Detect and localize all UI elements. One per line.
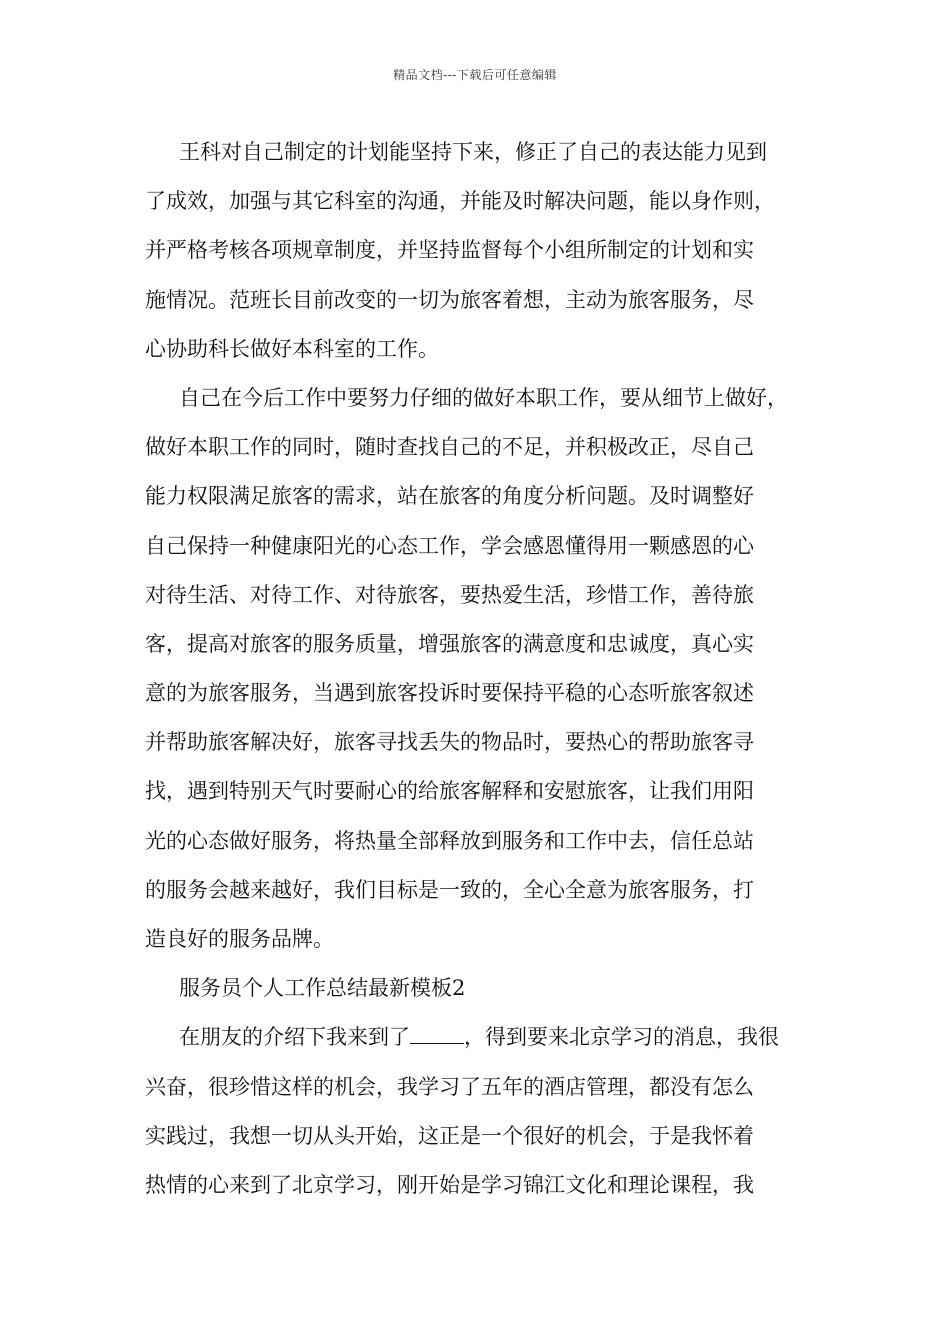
text-segment: ，得到要来北京学习的消息，我很 <box>464 1025 779 1050</box>
document-body <box>145 128 805 1210</box>
text-line-with-blank <box>145 1013 805 1062</box>
text-line: 并严格考核各项规章制度，并坚持监督每个小组所制定的计划和实 <box>145 238 754 263</box>
text-line: 实践过，我想一切从头开始，这正是一个很好的机会，于是我怀着 <box>145 1123 754 1148</box>
section-heading: 服务员个人工作总结最新模板2 <box>179 976 466 1001</box>
text-line: 了成效，加强与其它科室的沟通，并能及时解决问题，能以身作则， <box>145 189 775 214</box>
text-line: 兴奋，很珍惜这样的机会，我学习了五年的酒店管理，都没有怎么 <box>145 1074 754 1099</box>
text-line: 做好本职工作的同时，随时查找自己的不足，并积极改正，尽自己 <box>145 435 754 460</box>
text-line: 自己保持一种健康阳光的心态工作，学会感恩懂得用一颗感恩的心 <box>145 533 754 558</box>
text-line: 王科对自己制定的计划能坚持下来，修正了自己的表达能力见到 <box>179 140 767 164</box>
text-segment: 在朋友的介绍下我来到了 <box>179 1025 410 1050</box>
text-line: 客，提高对旅客的服务质量，增强旅客的满意度和忠诚度，真心实 <box>145 631 754 656</box>
text-line: 并帮助旅客解决好，旅客寻找丢失的物品时，要热心的帮助旅客寻 <box>145 730 754 755</box>
text-line: 能力权限满足旅客的需求，站在旅客的角度分析问题。及时调整好 <box>145 484 754 509</box>
text-line: 的服务会越来越好，我们目标是一致的，全心全意为旅客服务，打 <box>145 877 754 902</box>
text-line: 热情的心来到了北京学习，刚开始是学习锦江文化和理论课程，我 <box>145 1172 754 1197</box>
text-line: 找，遇到特别天气时要耐心的给旅客解释和安慰旅客，让我们用阳 <box>145 779 754 804</box>
page-header: 精品文档---下载后可任意编辑 <box>393 68 557 82</box>
text-line: 造良好的服务品牌。 <box>145 927 334 951</box>
text-line: 心协助科长做好本科室的工作。 <box>145 336 439 361</box>
text-line: 光的心态做好服务，将热量全部释放到服务和工作中去，信任总站 <box>145 828 754 853</box>
text-line: 对待生活、对待工作、对待旅客，要热爱生活，珍惜工作，善待旅 <box>145 582 754 607</box>
text-line: 施情况。范班长目前改变的一切为旅客着想，主动为旅客服务，尽 <box>145 287 754 312</box>
fill-in-blank <box>410 1023 464 1044</box>
text-line: 意的为旅客服务，当遇到旅客投诉时要保持平稳的心态听旅客叙述 <box>145 681 754 706</box>
text-line: 自己在今后工作中要努力仔细的做好本职工作，要从细节上做好， <box>179 385 788 410</box>
